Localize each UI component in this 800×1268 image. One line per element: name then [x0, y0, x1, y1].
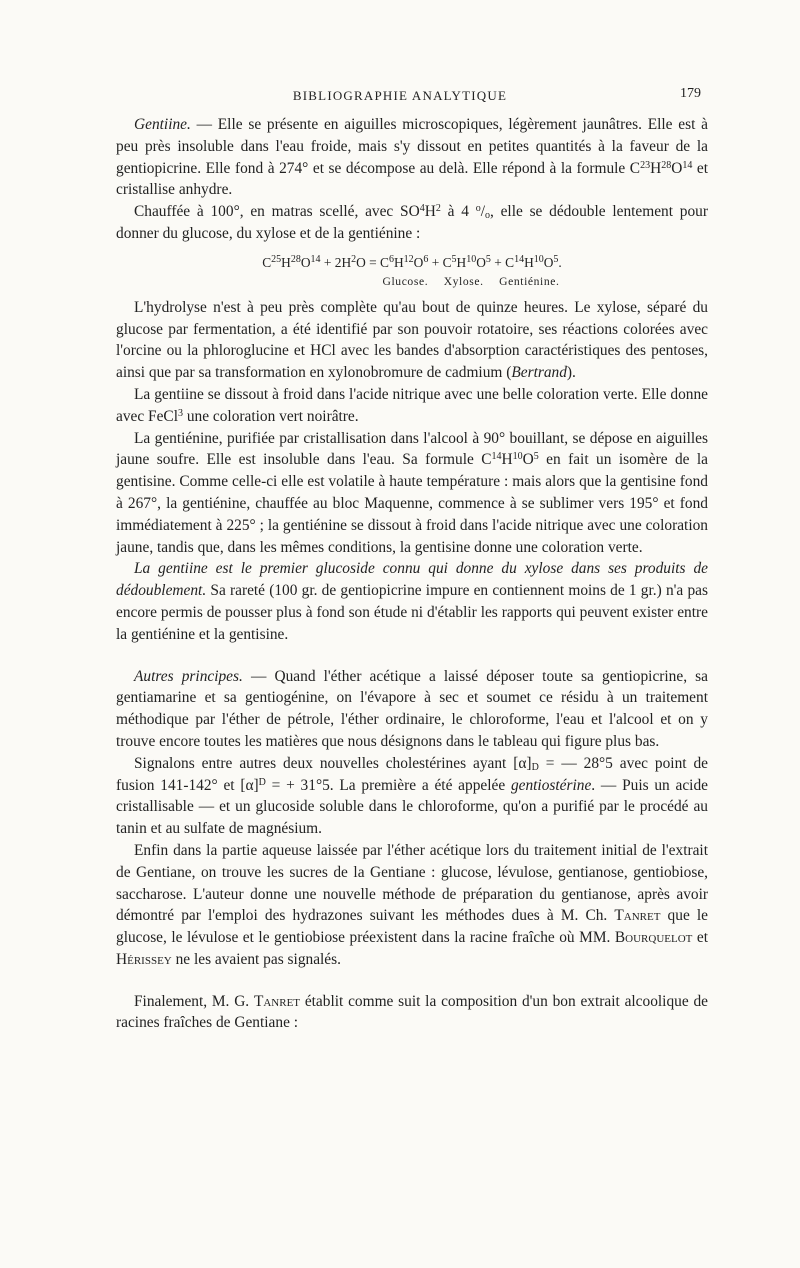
text: ne les avaient pas signalés. — [171, 950, 341, 968]
eq-text: H — [524, 254, 534, 270]
text: H — [424, 203, 436, 221]
subscript: D — [531, 761, 539, 773]
chemical-equation-block — [116, 253, 708, 291]
paragraph-finalement — [116, 991, 708, 1035]
superscript: 2 — [435, 203, 441, 215]
text: L'hydrolyse n'est à peu près complète qu'au bout de quinze heures. Le xylose, séparé du glucose par fermentation, a été identifié par son pouvoir rotatoire, ses réactions colorées avec l'orcine ou la phloroglucine et HCl avec les bandes d'absorption caractéristiques des pentoses, ainsi que par sa transformation en xylonobromure de cadmium ( — [116, 298, 708, 382]
superscript: 14 — [491, 451, 502, 463]
text: Enfin dans la partie aqueuse laissée par l'éther acétique lors du traitement initial de l'extrait de Gentiane, on trouve les sucres de la Gentiane : glucose, lévulose, gentianose, gentiobiose, saccharose. L'auteur donne une nouvelle méthode de préparation du gentianose, après avoir démontré par l'emploi des hydrazones suivant les méthodes dues à M. Ch. — [116, 841, 708, 925]
paragraph-gentiine — [116, 114, 708, 201]
eq-text: O — [300, 254, 311, 270]
section-heading-autres-principes: Autres principes. — [134, 667, 243, 685]
text: — Elle se présente en aiguilles microscopiques, légèrement jaunâtres. Elle est à peu près insoluble dans l'eau froide, mais s'y dissout en petites quantités à la faveur de la gentiopicrine. Elle fond à 274° et se décompose au delà. Elle répond à la formule C — [116, 116, 708, 177]
superscript: o — [475, 203, 481, 215]
chemical-equation — [116, 253, 708, 273]
paragraph-autres-principes — [116, 666, 708, 753]
text: une coloration vert noirâtre. — [182, 407, 359, 425]
equation-labels: Glucose. Xylose. Gentiénine. — [382, 274, 560, 288]
eq-superscript: 28 — [290, 253, 301, 265]
text: et cristallise anhydre. — [116, 159, 708, 199]
eq-superscript: 25 — [271, 253, 282, 265]
eq-superscript: 14 — [310, 253, 321, 265]
article-body — [116, 114, 708, 1034]
superscript: 10 — [512, 451, 523, 463]
eq-text: O = C — [356, 254, 389, 270]
text: , elle se dédouble lentement pour donner du glucose, du xylose et de la gentiénine : — [116, 203, 708, 242]
text: = + 31°5. La première a été appelée — [265, 776, 511, 794]
text: La gentiine se dissout à froid dans l'acide nitrique avec une belle coloration verte. Elle donne avec FeCl — [116, 385, 708, 425]
eq-text: + 2H — [320, 254, 352, 270]
eq-text: O — [543, 254, 554, 270]
eq-superscript: 5 — [451, 253, 457, 265]
text: / — [480, 203, 485, 221]
eq-superscript: 12 — [403, 253, 414, 265]
eq-text: H — [456, 254, 467, 270]
author-name: Tanret — [614, 907, 661, 925]
eq-superscript: 2 — [351, 253, 357, 265]
text: à 4 — [440, 203, 476, 221]
text: Finalement, M. G. — [134, 992, 254, 1010]
paragraph-cholesterines — [116, 753, 708, 840]
superscript: 3 — [177, 407, 183, 419]
paragraph-gentienine — [116, 428, 708, 559]
running-head: BIBLIOGRAPHIE ANALYTIQUE — [292, 88, 508, 103]
superscript: 5 — [533, 451, 539, 463]
eq-superscript: 14 — [514, 253, 525, 265]
paragraph-first-glucoside — [116, 558, 708, 645]
eq-superscript: 10 — [533, 253, 544, 265]
eq-text: + C — [490, 254, 515, 270]
paragraph-nitric-acid — [116, 384, 708, 428]
paragraph-sucres — [116, 840, 708, 971]
subscript: o — [484, 210, 490, 222]
author-name: Tanret — [253, 992, 301, 1010]
superscript: D — [258, 776, 266, 788]
eq-text: O — [413, 254, 424, 270]
text: O — [671, 159, 683, 177]
text: que le glucose, le lévulose et le gentiobiose préexistent dans la racine fraîche où MM. — [116, 907, 708, 947]
eq-text: H — [281, 254, 291, 270]
text: Sa rareté (100 gr. de gentiopicrine impure en contiennent moins de 1 gr.) n'a pas encore permis de pousser plus à fond son étude ni d'établir les rapports qui peuvent exister entre la gentiénine et la gentisine. — [116, 582, 708, 643]
text: O — [522, 451, 534, 469]
emphasis: La gentiine est le premier glucoside connu qui donne du xylose dans ses produits de dédoublement. — [116, 560, 708, 600]
eq-text: O — [476, 254, 486, 270]
author-citation: Bertrand — [511, 364, 567, 382]
text: H — [501, 451, 513, 469]
paragraph-xylose — [116, 297, 708, 384]
author-name: Hérissey — [116, 950, 172, 968]
emphasis: gentiostérine — [510, 776, 592, 794]
section-heading-gentiine: Gentiine. — [134, 116, 191, 133]
eq-text: H — [394, 254, 404, 270]
page-number: 179 — [680, 86, 701, 101]
text: La gentiénine, purifiée par cristallisation dans l'alcool à 90° bouillant, se dépose en aiguilles jaune soufre. Elle est insoluble dans l'eau. Sa formule C — [116, 429, 708, 469]
text: ). — [566, 364, 576, 382]
paragraph-hydrolysis — [116, 201, 708, 245]
text: en fait un isomère de la gentisine. Comme celle-ci elle est volatile à haute température : mais alors que la gentisine fond à 267°, la gentiénine, chauffée au bloc Maquenne, commence à se sublimer vers 195° et fond immédiatement à 225° ; la gentiénine se dissout à froid dans l'acide nitrique avec une coloration jaune, tandis que, dans les mêmes conditions, la gentisine donne une coloration verte. — [116, 451, 708, 556]
author-name: Bourquelot — [614, 929, 693, 947]
eq-text: . — [558, 254, 562, 270]
superscript: 14 — [682, 159, 693, 171]
superscript: 4 — [419, 203, 425, 215]
superscript: 28 — [661, 159, 672, 171]
eq-superscript: 5 — [553, 253, 559, 265]
eq-superscript: 6 — [423, 253, 429, 265]
text: établit comme suit la composition d'un bon extrait alcoolique de racines fraîches de Gentiane : — [116, 992, 708, 1032]
eq-text: + C — [428, 254, 452, 270]
text: et — [692, 929, 708, 947]
text: = — 28°5 avec point de fusion 141-142° et [α] — [116, 754, 708, 794]
eq-superscript: 6 — [389, 253, 394, 265]
eq-superscript: 10 — [466, 253, 477, 265]
text: H — [650, 159, 662, 177]
text: — Quand l'éther acétique a laissé déposer toute sa gentiopicrine, sa gentiamarine et sa gentiogénine, on l'évapore à sec et soumet ce résidu à un traitement méthodique par l'éther de pétrole, l'éther ordinaire, le chloroforme, l'eau et l'alcool et on y trouve encore toutes les matières que nous désignons dans le tableau qui figure plus bas. — [116, 667, 708, 750]
text: Signalons entre autres deux nouvelles cholestérines ayant [α] — [134, 754, 532, 772]
superscript: 23 — [640, 159, 651, 171]
text: Chauffée à 100°, en matras scellé, avec SO — [134, 203, 420, 221]
eq-text: C — [262, 254, 272, 270]
eq-superscript: 5 — [485, 253, 491, 265]
text: . — Puis un acide cristallisable — et un glucoside soluble dans le chloroforme, qu'on a purifié par le procédé au tanin et au sulfate de magnésium. — [116, 776, 708, 838]
